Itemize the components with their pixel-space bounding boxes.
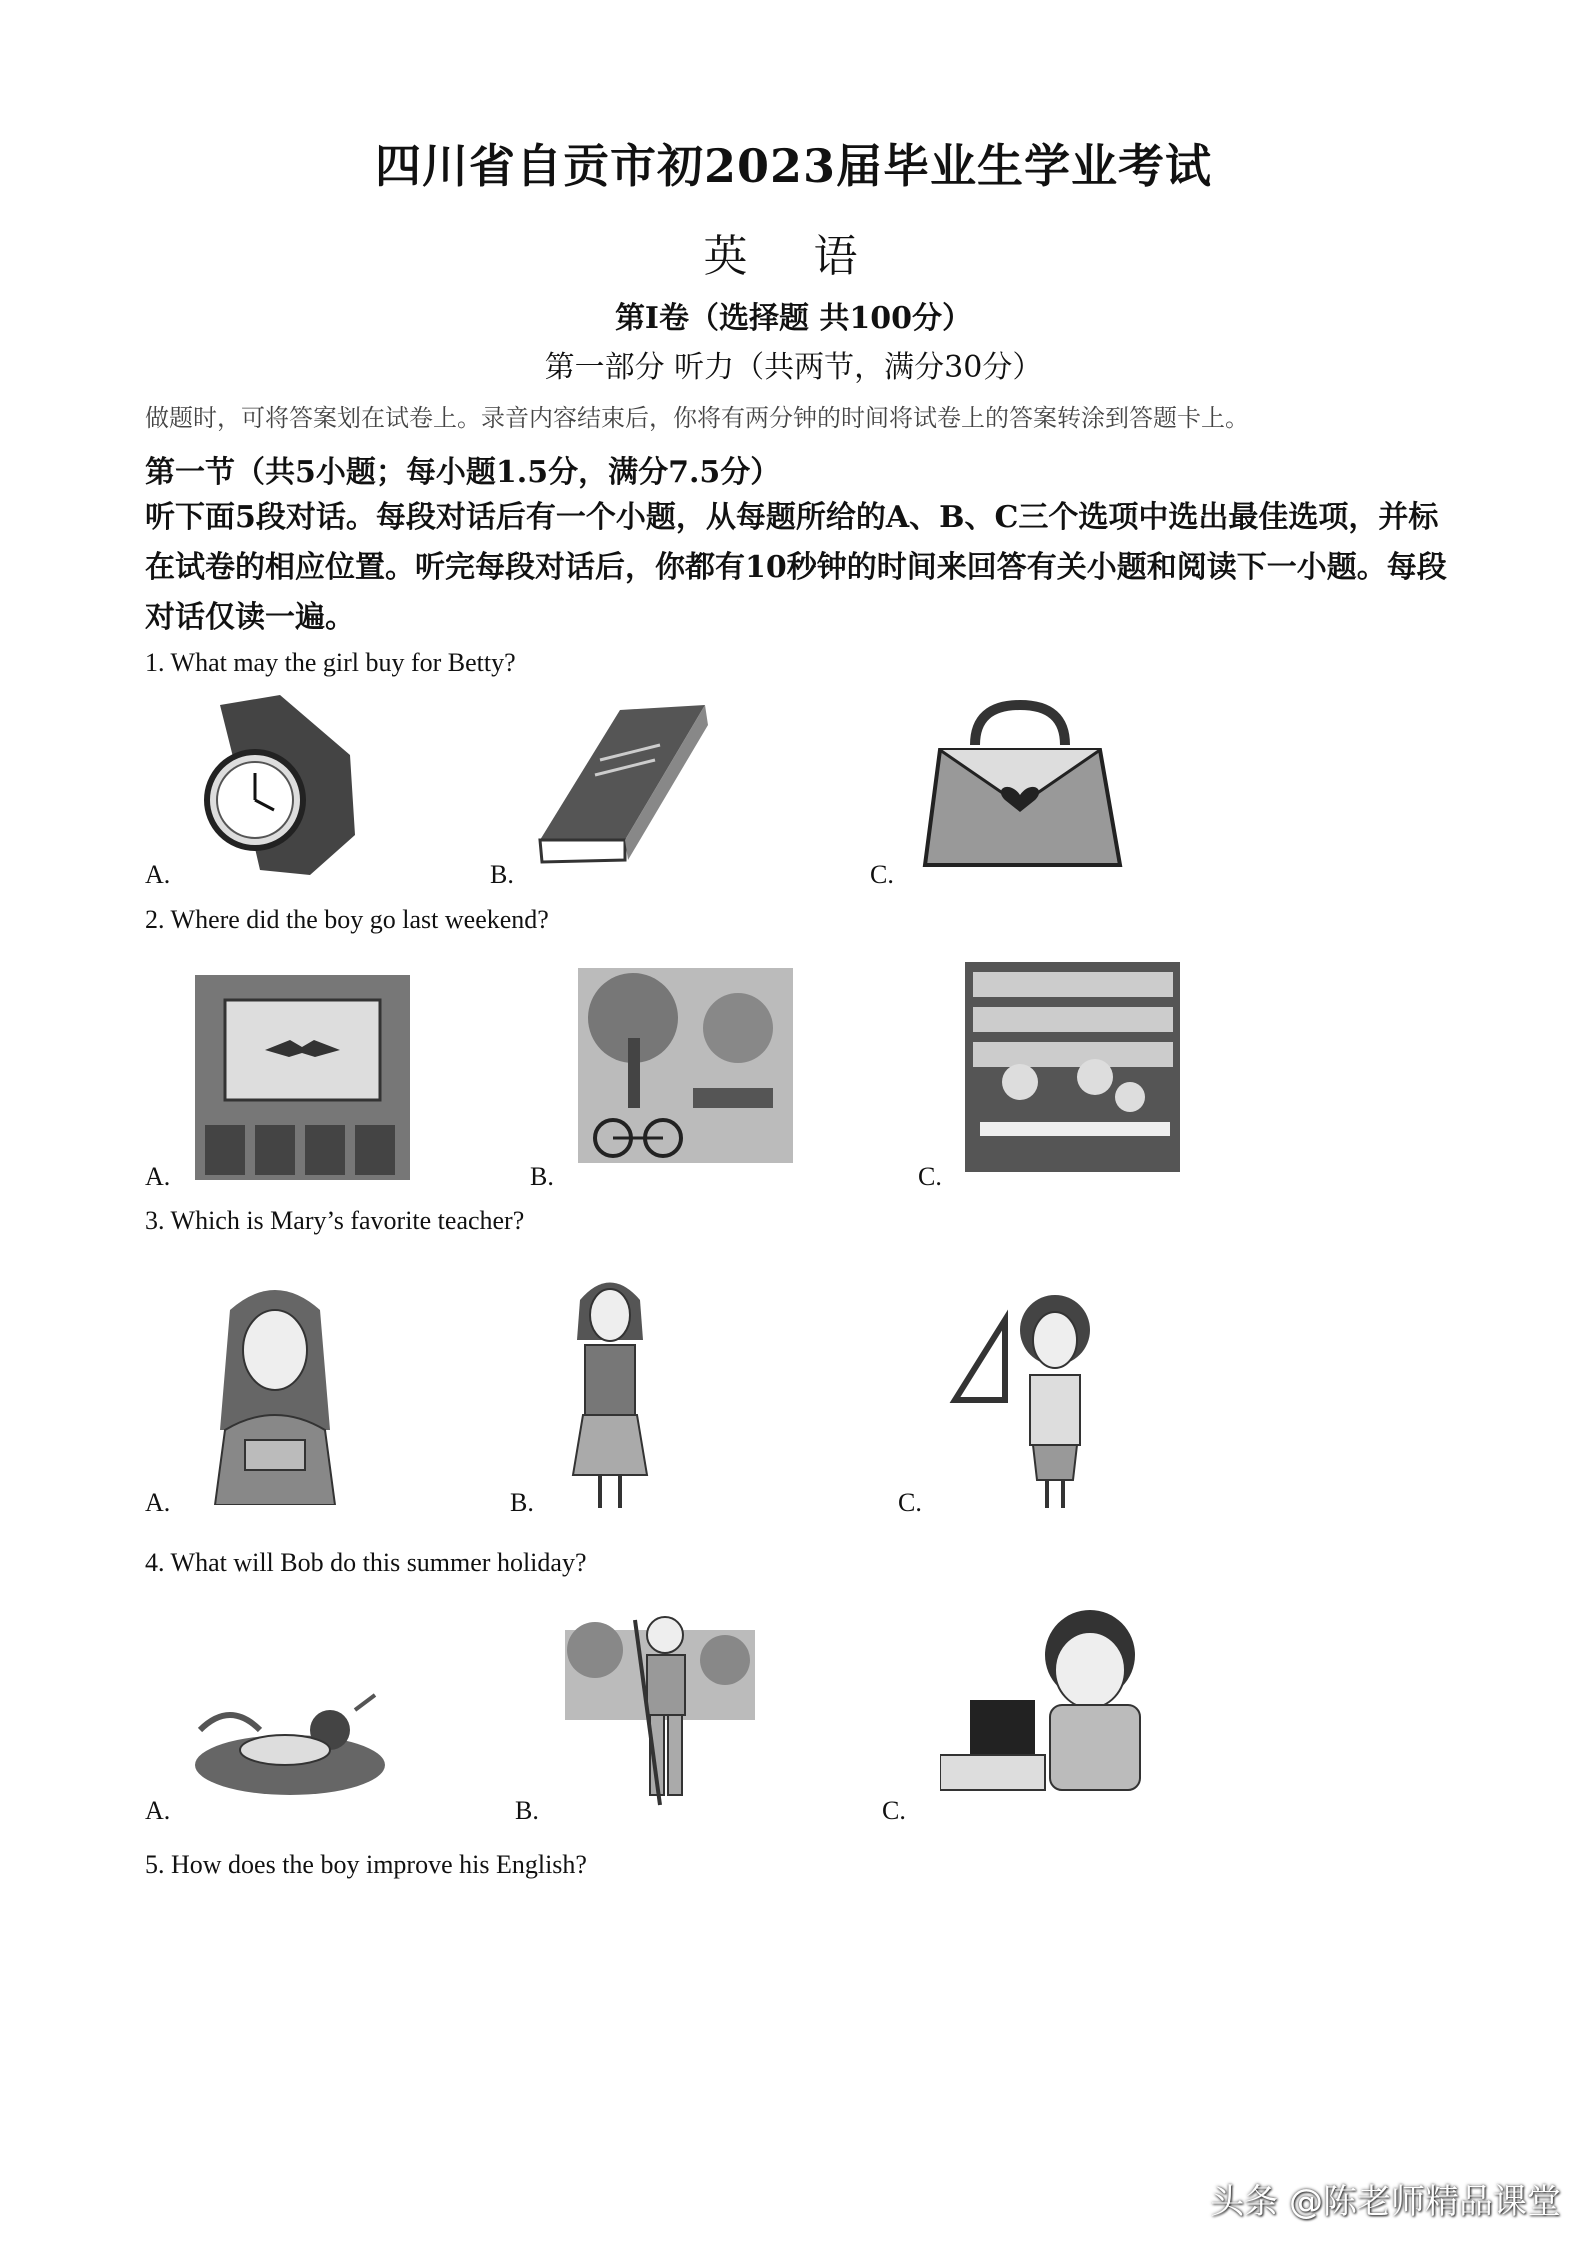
section-instructions: 听下面5段对话。每段对话后有一个小题，从每题所给的A、B、C三个选项中选出最佳选项，并标在试卷的相应位置。听完每段对话后，你都有10秒钟的时间来回答有关小题和阅读下一小题。每段对话仅读一遍。: [145, 500, 1447, 635]
question-4: 4. What will Bob do this summer holiday?: [145, 1548, 587, 1577]
option-4c: C.: [882, 1796, 906, 1825]
section-heading: 第一节（共5小题；每小题1.5分，满分7.5分）: [145, 455, 781, 490]
exam-title: 四川省自贡市初2023届毕业生学业考试: [374, 139, 1213, 193]
library-icon: [965, 962, 1180, 1172]
handbag-icon: [915, 700, 1130, 875]
teacher-triangle-ruler-icon: [945, 1290, 1095, 1510]
subject-title: 英 语: [703, 231, 884, 282]
question-5: 5. How does the boy improve his English?: [145, 1850, 587, 1879]
part-heading: 第一部分 听力（共两节，满分30分）: [544, 350, 1043, 385]
book-icon: [530, 700, 710, 870]
option-2b: B.: [530, 1162, 554, 1191]
option-3a: A.: [145, 1488, 171, 1517]
teacher-long-hair-icon: [205, 1280, 345, 1505]
question-2: 2. Where did the boy go last weekend?: [145, 905, 549, 934]
swimming-icon: [190, 1690, 390, 1800]
option-3b: B.: [510, 1488, 534, 1517]
watching-tv-icon: [940, 1605, 1160, 1800]
sweeping-icon: [565, 1610, 755, 1810]
question-1: 1. What may the girl buy for Betty?: [145, 648, 516, 677]
question-3: 3. Which is Mary’s favorite teacher?: [145, 1206, 525, 1235]
option-1b: B.: [490, 860, 514, 889]
option-2a: A.: [145, 1162, 171, 1191]
option-4a: A.: [145, 1796, 171, 1825]
watch-icon: [190, 695, 360, 880]
volume-heading: 第I卷（选择题 共100分）: [614, 301, 973, 336]
option-3c: C.: [898, 1488, 922, 1517]
watermark: 头条 @陈老师精品课堂: [1210, 2182, 1561, 2222]
option-1c: C.: [870, 860, 894, 889]
option-1a: A.: [145, 860, 171, 889]
answer-note: 做题时，可将答案划在试卷上。录音内容结束后，你将有两分钟的时间将试卷上的答案转涂到答题卡上。: [145, 404, 1249, 432]
teacher-skirt-icon: [565, 1270, 655, 1510]
option-2c: C.: [918, 1162, 942, 1191]
option-4b: B.: [515, 1796, 539, 1825]
cinema-icon: [195, 975, 410, 1180]
park-icon: [578, 968, 793, 1163]
